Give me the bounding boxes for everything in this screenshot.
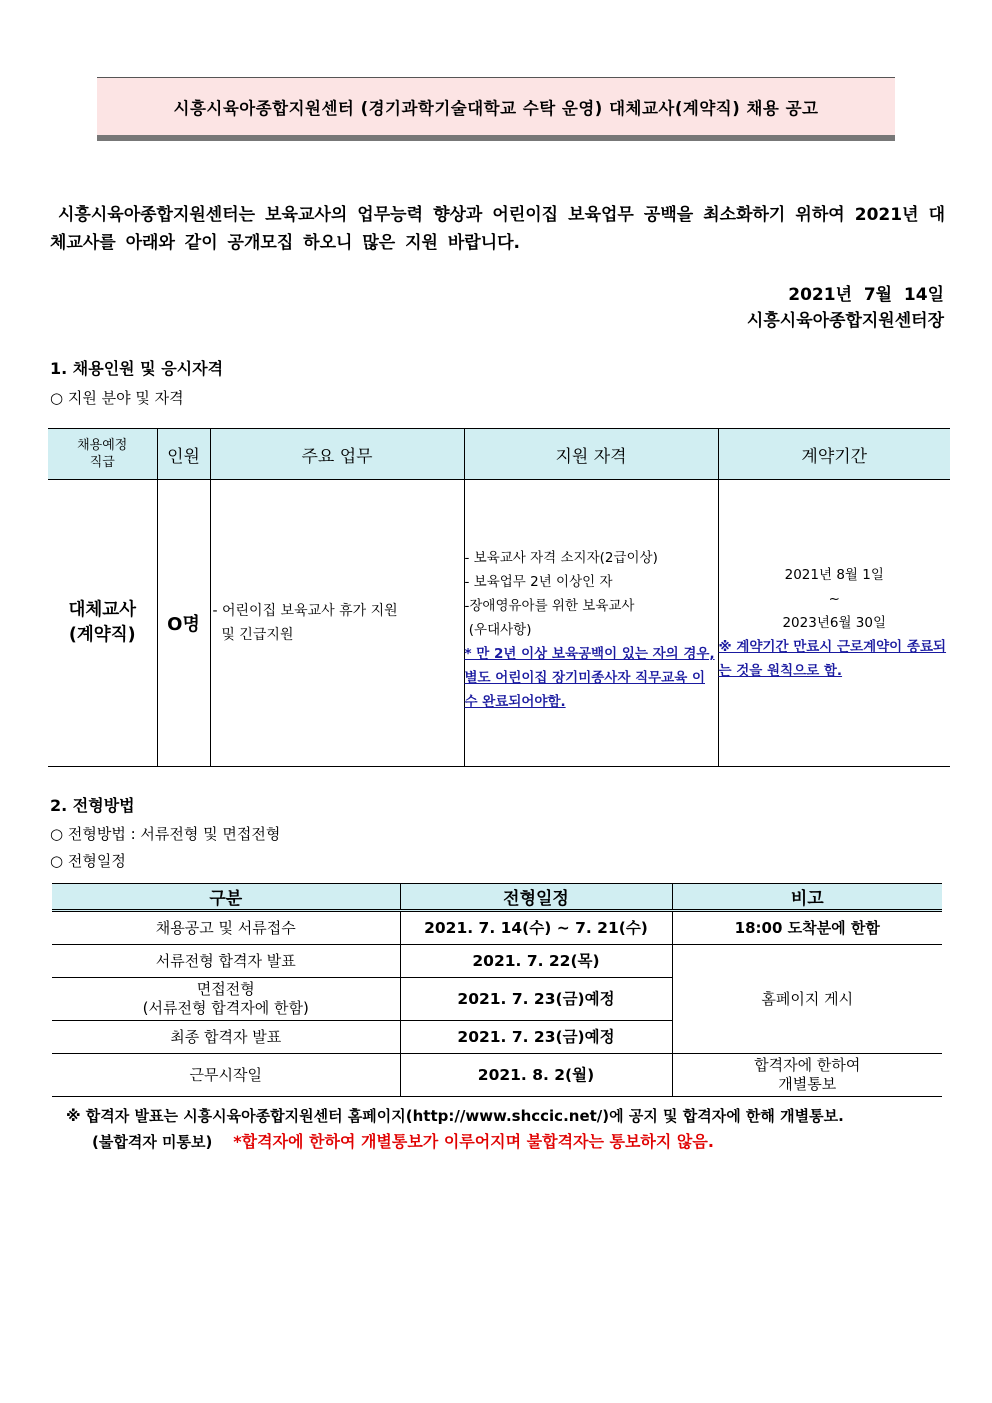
col-header-duties: 주요 업무 (210, 429, 464, 480)
footnote-warning: *합격자에 한하여 개별통보가 이루어지며 불합격자는 통보하지 않음. (233, 1132, 714, 1151)
cell-position: 대체교사 (계약직) (48, 480, 157, 767)
col-header-schedule: 전형일정 (400, 884, 672, 911)
table-row: 서류전형 합격자 발표 2021. 7. 22(목) 홈페이지 게시 (52, 945, 942, 978)
date-block (747, 282, 944, 334)
schedule-table (52, 883, 942, 1097)
footnote: ※ 합격자 발표는 시흥시육아종합지원센터 홈페이지(http://www.shccic.net/)에 공지 및 합격자에 한해 개별통보. (불합격자 미통보) *합격자에 한하여 개별통보가 이루어지며 불합격자는 통보하지 않음. (66, 1107, 844, 1151)
section1-sub: ○ 지원 분야 및 자격 (50, 389, 184, 407)
page-title: 시흥시육아종합지원센터 (경기과학기술대학교 수탁 운영) 대체교사(계약직) 채용 공고 (97, 77, 895, 141)
recruitment-table (48, 428, 950, 767)
cell-period: 2021년 8월 1일 ~ 2023년6월 30일 ※ 계약기간 만료시 근로계약이 종료되는 것을 원칙으로 함. (718, 480, 950, 767)
section2-sub-method: ○ 전형방법 : 서류전형 및 면접전형 (50, 825, 281, 843)
cell-duties: - 어린이집 보육교사 휴가 지원 및 긴급지원 (210, 480, 464, 767)
col-header-qualification: 지원 자격 (464, 429, 718, 480)
col-header-count: 인원 (157, 429, 210, 480)
intro-paragraph: 시흥시육아종합지원센터는 보육교사의 업무능력 향상과 어린이집 보육업무 공백을 최소화하기 위하여 2021년 대체교사를 아래와 같이 공개모집 하오니 많은 지원 바랍니다. (50, 205, 945, 253)
announcement-date: 2021년 7월 14일 (788, 285, 944, 305)
col-header-period: 계약기간 (718, 429, 950, 480)
cell-count: O명 (157, 480, 210, 767)
qualification-note: * 만 2년 이상 보육공백이 있는 자의 경우, 별도 어린이집 장기미종사자 직무교육 이수 완료되어야함. (464, 646, 715, 710)
table-row: 채용공고 및 서류접수 2021. 7. 14(수) ~ 7. 21(수) 18:00 도착분에 한함 (52, 911, 942, 945)
section1-heading: 1. 채용인원 및 응시자격 (50, 359, 224, 378)
issuer: 시흥시육아종합지원센터장 (746, 311, 944, 331)
table-row: 최종 합격자 발표 2021. 7. 23(금)예정 (52, 1021, 942, 1054)
table-header-row (52, 884, 942, 911)
table-row (48, 480, 950, 767)
table-row: 근무시작일 2021. 8. 2(월) 합격자에 한하여 개별통보 (52, 1054, 942, 1097)
section2-heading: 2. 전형방법 (50, 796, 135, 815)
col-header-position: 채용예정 직급 (48, 429, 157, 480)
col-header-remarks: 비고 (672, 884, 942, 911)
period-note: ※ 계약기간 만료시 근로계약이 종료되는 것을 원칙으로 함. (718, 639, 947, 679)
col-header-category: 구분 (52, 884, 400, 911)
cell-qualification: - 보육교사 자격 소지자(2급이상) - 보육업무 2년 이상인 자 -장애영유아를 위한 보육교사 (우대사항) * 만 2년 이상 보육공백이 있는 자의 경우, 별도 어린이집 장기미종사자 직무교육 이수 완료되어야함. (464, 480, 718, 767)
table-header-row (48, 429, 950, 480)
section2-sub-schedule: ○ 전형일정 (50, 852, 126, 870)
table-row: 면접전형 (서류전형 합격자에 한함) 2021. 7. 23(금)예정 (52, 978, 942, 1021)
